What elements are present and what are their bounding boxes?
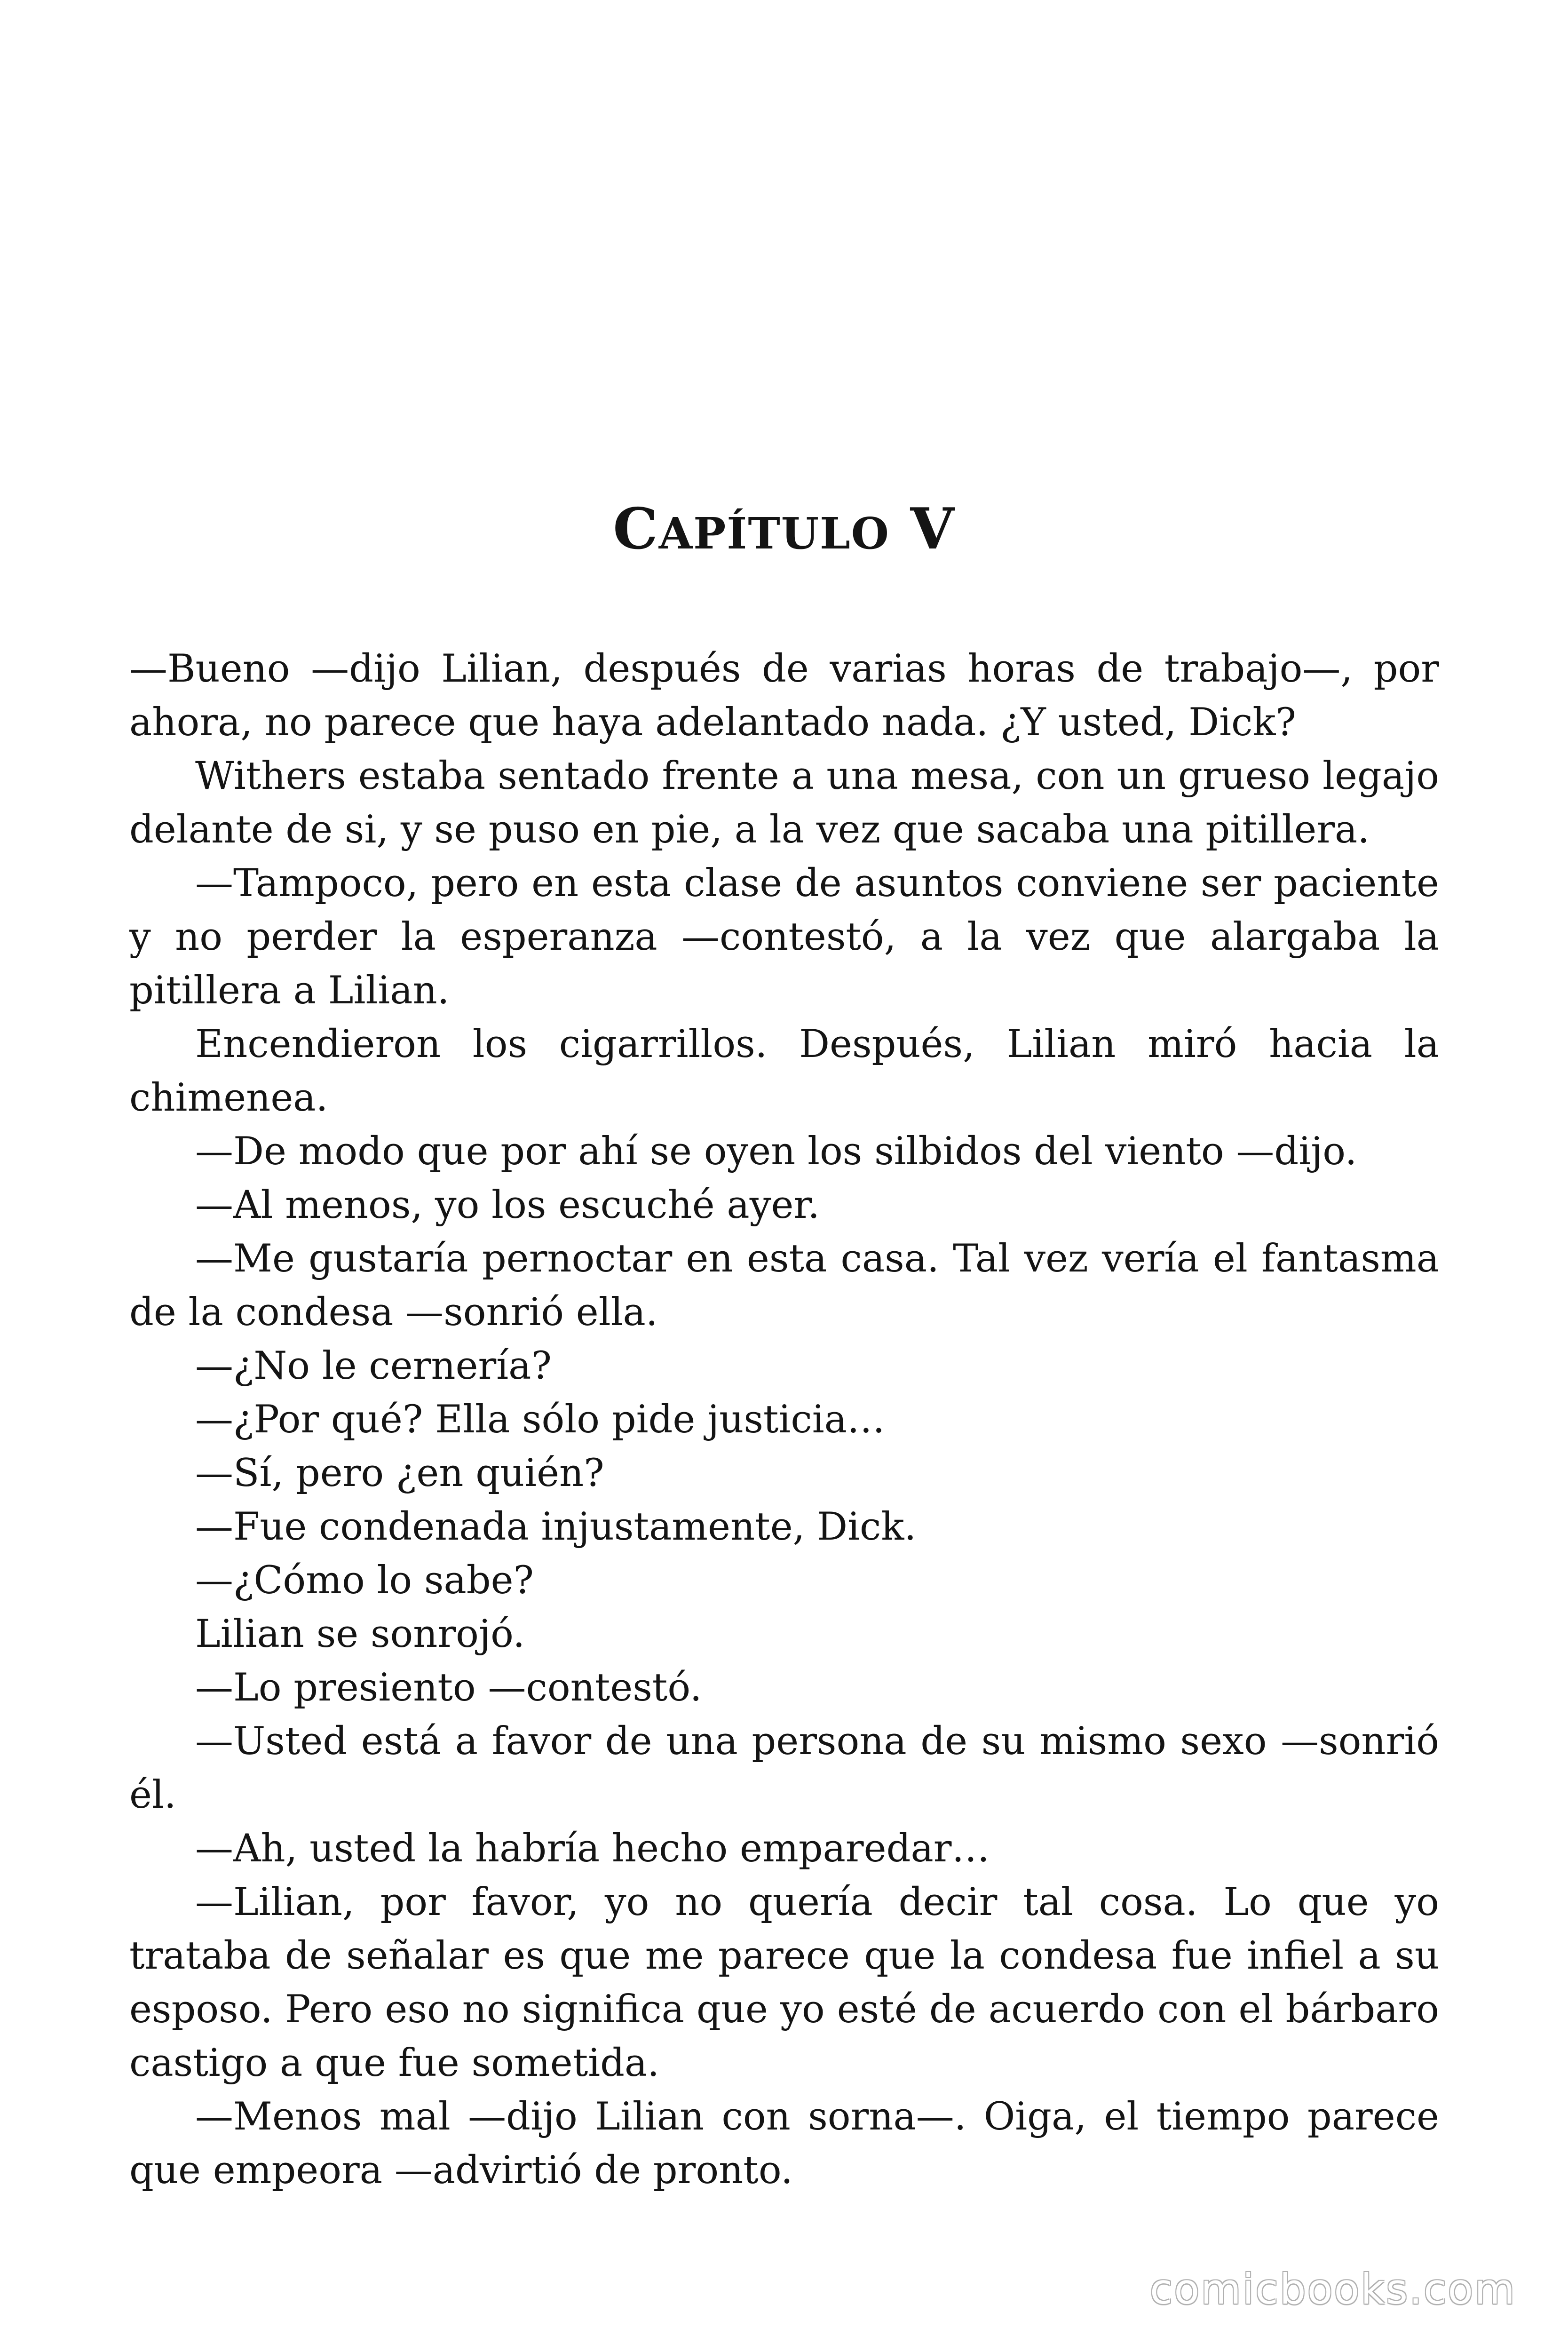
paragraph: —Al menos, yo los escuché ayer. <box>195 1183 820 1227</box>
chapter-body <box>129 642 1439 2197</box>
paragraph: —Ah, usted la habría hecho emparedar… <box>195 1827 990 1871</box>
paragraph: —Fue condenada injustamente, Dick. <box>195 1505 917 1549</box>
chapter-title-rest: APÍTULO <box>658 508 890 559</box>
paragraph: —Bueno —dijo Lilian, después de varias horas de trabajo—, por ahora, no parece que haya adelantado nada. ¿Y usted, Dick? <box>129 647 1439 745</box>
paragraph: Encendieron los cigarrillos. Después, Lilian miró hacia la chimenea. <box>129 1022 1439 1120</box>
paragraph: —Tampoco, pero en esta clase de asuntos conviene ser paciente y no perder la esperanza —contestó, a la vez que alargaba la pitillera a Lilian. <box>129 861 1439 1013</box>
paragraph: Lilian se sonrojó. <box>195 1612 525 1656</box>
paragraph: Withers estaba sentado frente a una mesa, con un grueso legajo delante de si, y se puso en pie, a la vez que sacaba una pitillera. <box>129 754 1439 852</box>
paragraph: —Me gustaría pernoctar en esta casa. Tal vez vería el fantasma de la condesa —sonrió ella. <box>129 1237 1439 1335</box>
paragraph: —Menos mal —dijo Lilian con sorna—. Oiga, el tiempo parece que empeora —advirtió de pronto. <box>129 2095 1439 2193</box>
paragraph: —¿Por qué? Ella sólo pide justicia… <box>195 1398 885 1442</box>
paragraph: —Lo presiento —contestó. <box>195 1666 702 1710</box>
watermark: comicbooks.com <box>1149 2265 1516 2313</box>
chapter-title-initial: C <box>613 496 659 563</box>
paragraph: —Sí, pero ¿en quién? <box>195 1451 604 1495</box>
paragraph: —Lilian, por favor, yo no quería decir tal cosa. Lo que yo trataba de señalar es que me parece que la condesa fue infiel a su esposo. Pero eso no significa que yo esté de acuerdo con el bárbaro castigo a que fue sometida. <box>129 1880 1439 2085</box>
paragraph: —¿Cómo lo sabe? <box>195 1558 534 1603</box>
paragraph: —De modo que por ahí se oyen los silbidos del viento —dijo. <box>195 1129 1357 1174</box>
chapter-title <box>0 496 1568 566</box>
chapter-number: V <box>910 496 955 563</box>
paragraph: —Usted está a favor de una persona de su mismo sexo —sonrió él. <box>129 1719 1439 1817</box>
paragraph: —¿No le cernería? <box>195 1344 552 1388</box>
